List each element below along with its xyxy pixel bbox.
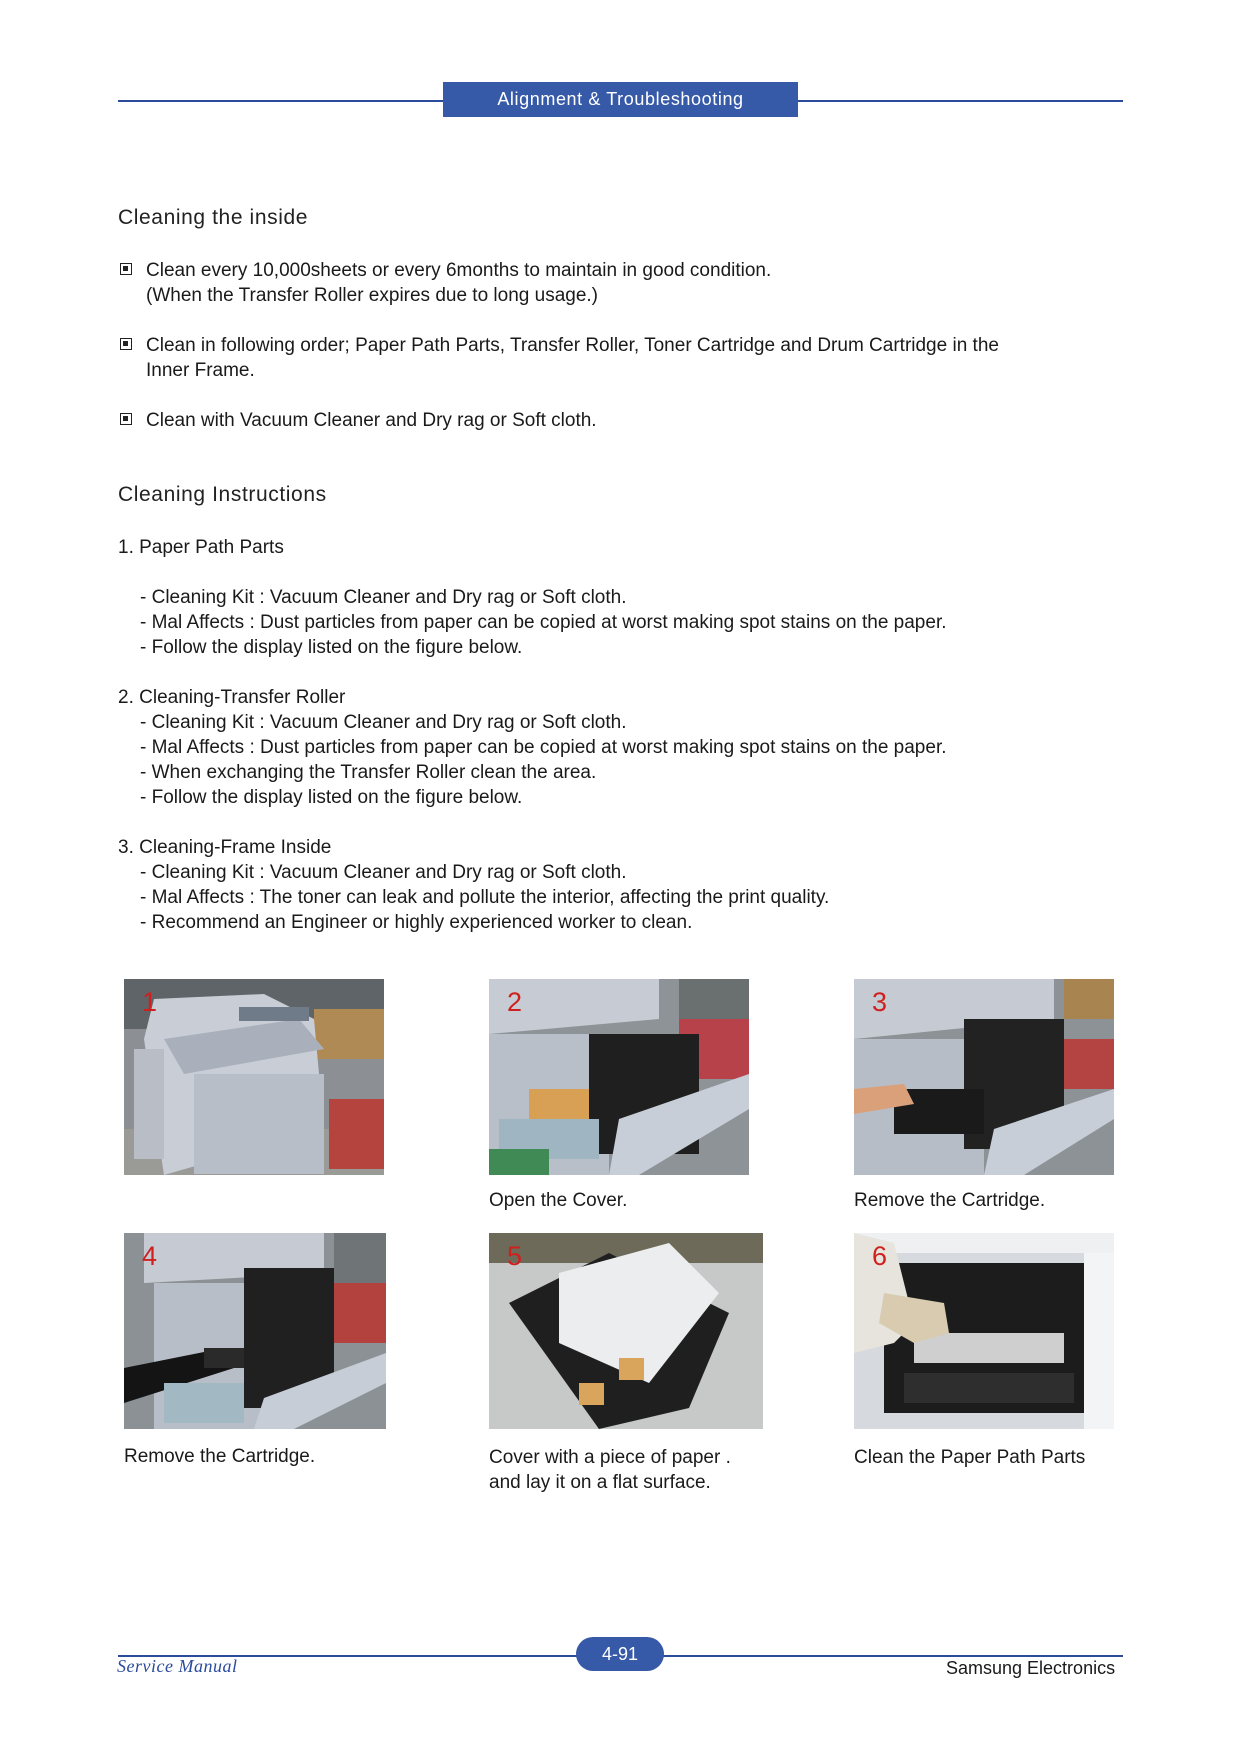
photo-remove-cartridge-b	[124, 1233, 386, 1429]
bullet-line: Inner Frame.	[146, 360, 255, 381]
bullet-line: Clean every 10,000sheets or every 6months to maintain in good condition.	[146, 260, 772, 281]
footer-manual-name: Service Manual	[117, 1656, 238, 1676]
bullet-item	[118, 258, 1098, 308]
instruction-line: - Cleaning Kit : Vacuum Cleaner and Dry rag or Soft cloth.	[140, 862, 627, 883]
footer-company: Samsung Electronics	[946, 1658, 1116, 1678]
instruction-heading: 2. Cleaning-Transfer Roller	[118, 687, 346, 708]
photo-caption	[124, 1444, 315, 1469]
instruction-heading: 1. Paper Path Parts	[118, 537, 284, 558]
instruction-line: - Cleaning Kit : Vacuum Cleaner and Dry rag or Soft cloth.	[140, 712, 627, 733]
step-number: 2	[507, 987, 523, 1017]
chapter-tab: Alignment & Troubleshooting	[443, 82, 798, 117]
square-bullet-icon	[120, 338, 132, 350]
photo-remove-cartridge-a	[854, 979, 1114, 1175]
photo-caption	[489, 1445, 731, 1495]
photo-clean-paper-path	[854, 1233, 1114, 1429]
photo-cartridge-covered	[489, 1233, 763, 1429]
instruction-line: - When exchanging the Transfer Roller clean the area.	[140, 762, 597, 783]
instruction-line: - Cleaning Kit : Vacuum Cleaner and Dry rag or Soft cloth.	[140, 587, 627, 608]
step-number: 5	[507, 1241, 523, 1271]
step-number: 1	[142, 987, 158, 1017]
photo-caption	[854, 1188, 1045, 1213]
instruction-line: - Follow the display listed on the figure below.	[140, 637, 523, 658]
caption-line: Clean the Paper Path Parts	[854, 1447, 1086, 1468]
bullet-line: (When the Transfer Roller expires due to long usage.)	[146, 285, 599, 306]
section-title-cleaning-inside: Cleaning the inside	[118, 206, 309, 229]
caption-line: Remove the Cartridge.	[854, 1190, 1046, 1211]
header-rule-left	[118, 100, 444, 102]
footer-rule-right	[662, 1655, 1123, 1657]
square-bullet-icon	[120, 263, 132, 275]
step-number: 4	[142, 1241, 158, 1271]
instruction-line: - Mal Affects : Dust particles from paper can be copied at worst making spot stains on the paper.	[140, 737, 947, 758]
instruction-line: - Mal Affects : Dust particles from paper can be copied at worst making spot stains on the paper.	[140, 612, 947, 633]
caption-line: Cover with a piece of paper .	[489, 1447, 731, 1468]
bullet-line: Clean with Vacuum Cleaner and Dry rag or Soft cloth.	[146, 410, 597, 431]
caption-line: Remove the Cartridge.	[124, 1446, 316, 1467]
instruction-line: - Mal Affects : The toner can leak and pollute the interior, affecting the print quality.	[140, 887, 830, 908]
photo-caption	[489, 1188, 627, 1213]
bullet-item	[118, 333, 1098, 383]
instruction-heading: 3. Cleaning-Frame Inside	[118, 837, 332, 858]
step-number: 6	[872, 1241, 888, 1271]
instruction-line: - Follow the display listed on the figure below.	[140, 787, 523, 808]
photo-open-cover	[489, 979, 749, 1175]
caption-line: and lay it on a flat surface.	[489, 1472, 711, 1493]
header-rule-right	[797, 100, 1123, 102]
square-bullet-icon	[120, 413, 132, 425]
caption-line: Open the Cover.	[489, 1190, 628, 1211]
section-title-cleaning-instructions: Cleaning Instructions	[118, 483, 327, 506]
bullet-item	[118, 408, 1098, 433]
photo-copier-overview	[124, 979, 384, 1175]
instruction-line: - Recommend an Engineer or highly experienced worker to clean.	[140, 912, 693, 933]
bullet-line: Clean in following order; Paper Path Parts, Transfer Roller, Toner Cartridge and Drum Cartridge in the	[146, 335, 999, 356]
page-number: 4-91	[576, 1637, 664, 1671]
step-number: 3	[872, 987, 888, 1017]
photo-caption	[854, 1445, 1085, 1470]
